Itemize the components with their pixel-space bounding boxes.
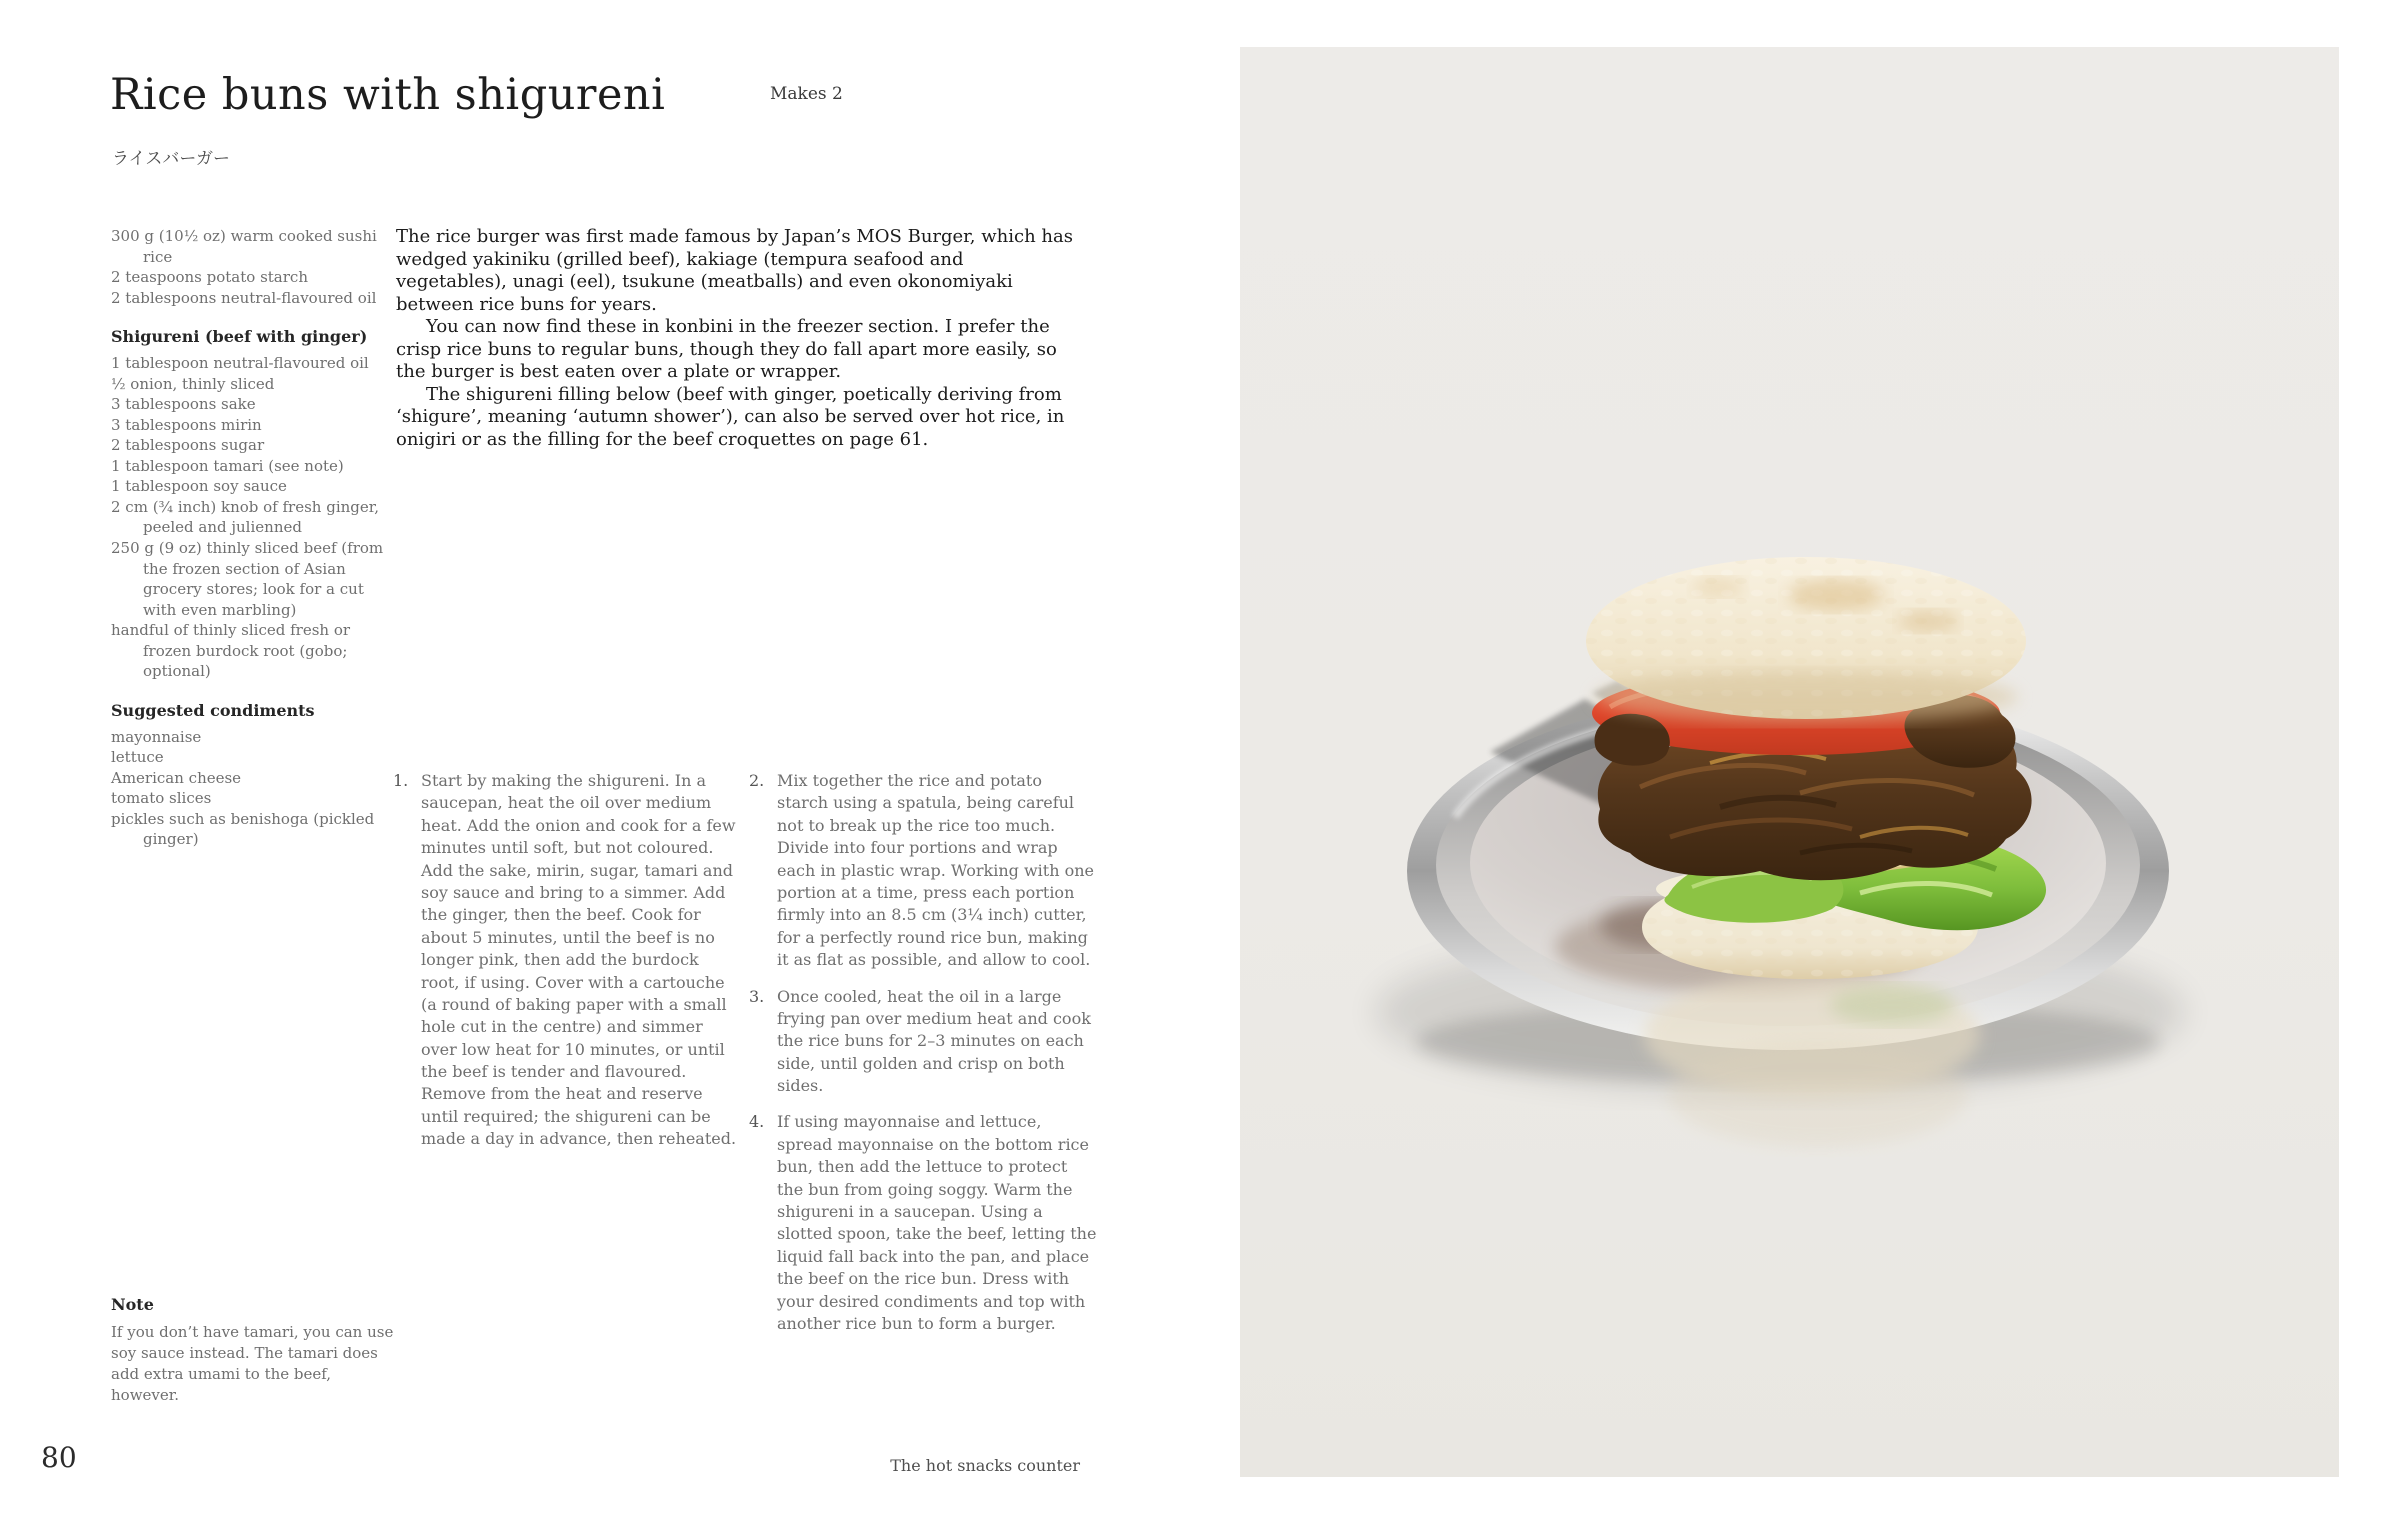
intro-paragraph: You can now find these in konbini in the freezer section. I prefer the crisp rice buns to regular buns, though they do fall apart more easily, so the burger is best eaten over a plate or wrapper. (396, 316, 1057, 382)
ingredients-main-list (111, 226, 401, 308)
method-step (749, 986, 1097, 1098)
note-heading: Note (111, 1295, 154, 1314)
bun-top-underside-shade (1594, 671, 2018, 723)
toasted-spot (1692, 577, 1744, 597)
step-number: 1. (393, 771, 409, 790)
step-text: Start by making the shigureni. In a saucepan, heat the oil over medium heat. Add the onion and cook for a few minutes until soft, but not coloured. Add the sake, mirin, sugar, tamari and soy sauce and bring to a simmer. Add the ginger, then the beef. Cook for about 5 minutes, until the beef is no longer pink, then add the burdock root, if using. Cover with a cartouche (a round of baking paper with a small hole cut in the centre) and simmer over low heat for 10 minutes, or until the beef is tender and flavoured. Remove from the heat and reserve until required; the shigureni can be made a day in advance, then reheated. (421, 771, 737, 1149)
ingredients-subheading-condiments: Suggested condiments (111, 700, 315, 720)
japanese-subtitle: ライスバーガー (112, 149, 230, 169)
page-number: 80 (41, 1441, 77, 1474)
method-step (749, 1111, 1097, 1335)
ingredient-item: 1 tablespoon neutral-flavoured oil (111, 354, 369, 373)
toasted-spot (1898, 610, 1958, 632)
ingredient-item: 2 teaspoons potato starch (111, 268, 308, 287)
intro-paragraph: The rice burger was first made famous by Japan’s MOS Burger, which has wedged yakiniku (grilled beef), kakiage (tempura seafood and vegetables), unagi (eel), tsukune (meatballs) and even okonomiyaki between rice buns for years. (396, 226, 1073, 315)
ingredient-item: American cheese (111, 768, 242, 787)
ingredients-subheading-shigureni: Shigureni (beef with ginger) (111, 327, 368, 347)
method-column-1 (393, 770, 738, 1165)
ingredients-condiments-list (111, 727, 401, 850)
ingredient-item: 3 tablespoons sake (111, 395, 256, 414)
rice-burger-illustration (1240, 47, 2339, 1477)
ingredient-item: handful of thinly sliced fresh or frozen burdock root (gobo; optional) (111, 621, 351, 681)
step-number: 2. (749, 771, 765, 790)
yield-label: Makes 2 (770, 84, 843, 104)
ingredient-item: 1 tablespoon tamari (see note) (111, 456, 344, 475)
recipe-note (111, 1294, 401, 1406)
ingredient-item: 300 g (10½ oz) warm cooked sushi rice (111, 227, 377, 266)
recipe-photo (1240, 47, 2339, 1477)
recipe-introduction (396, 226, 1076, 451)
ingredient-item: tomato slices (111, 789, 212, 808)
method-step (749, 770, 1097, 972)
ingredient-item: lettuce (111, 748, 164, 767)
toasted-spot (1788, 579, 1884, 611)
ingredient-item: mayonnaise (111, 727, 202, 746)
page-title: Rice buns with shigureni (110, 70, 666, 120)
ingredient-item: 3 tablespoons mirin (111, 415, 262, 434)
ingredient-item: ½ onion, thinly sliced (111, 374, 275, 393)
ingredient-item: pickles such as benishoga (pickled ginger) (111, 809, 375, 849)
method-step (393, 770, 738, 1151)
note-text: If you don’t have tamari, you can use soy sauce instead. The tamari does add extra umami to the beef, however. (111, 1323, 394, 1405)
ingredient-item: 2 tablespoons sugar (111, 436, 265, 455)
step-text: Mix together the rice and potato starch using a spatula, being careful not to break up the rice too much. Divide into four portions and wrap each in plastic wrap. Working with one portion at a time, press each portion firmly into an 8.5 cm (3¼ inch) cutter, for a perfectly round rice bun, making it as flat as possible, and allow to cool. (777, 771, 1094, 970)
chapter-title: The hot snacks counter (890, 1456, 1080, 1475)
ingredient-item: 250 g (9 oz) thinly sliced beef (from the frozen section of Asian grocery stores; look for a cut with even marbling) (111, 539, 384, 619)
ingredient-item: 1 tablespoon soy sauce (111, 477, 287, 496)
method-column-2 (749, 770, 1097, 1349)
ingredients-shigureni-list (111, 353, 401, 682)
step-text: If using mayonnaise and lettuce, spread mayonnaise on the bottom rice bun, then add the lettuce to protect the bun from going soggy. Warm the shigureni in a saucepan. Using a slotted spoon, take the beef, letting the liquid fall back into the pan, and place the beef on the rice bun. Dress with your desired condiments and top with another rice bun to form a burger. (777, 1112, 1097, 1333)
step-text: Once cooled, heat the oil in a large frying pan over medium heat and cook the rice buns for 2–3 minutes on each side, until golden and crisp on both sides. (777, 986, 1091, 1096)
lettuce-reflection (1830, 985, 1954, 1025)
step-number: 3. (749, 986, 765, 1006)
bun-reflection (1668, 1043, 1968, 1147)
step-number: 4. (749, 1112, 765, 1132)
ingredient-item: 2 cm (¾ inch) knob of fresh ginger, peeled and julienned (111, 497, 380, 537)
ingredient-item: 2 tablespoons neutral-flavoured oil (111, 288, 377, 307)
ingredients-column (111, 226, 401, 850)
intro-paragraph: The shigureni filling below (beef with ginger, poetically deriving from ‘shigure’, meaning ‘autumn shower’), can also be served over hot rice, in onigiri or as the filling for the beef croquettes on page 61. (396, 383, 1065, 450)
